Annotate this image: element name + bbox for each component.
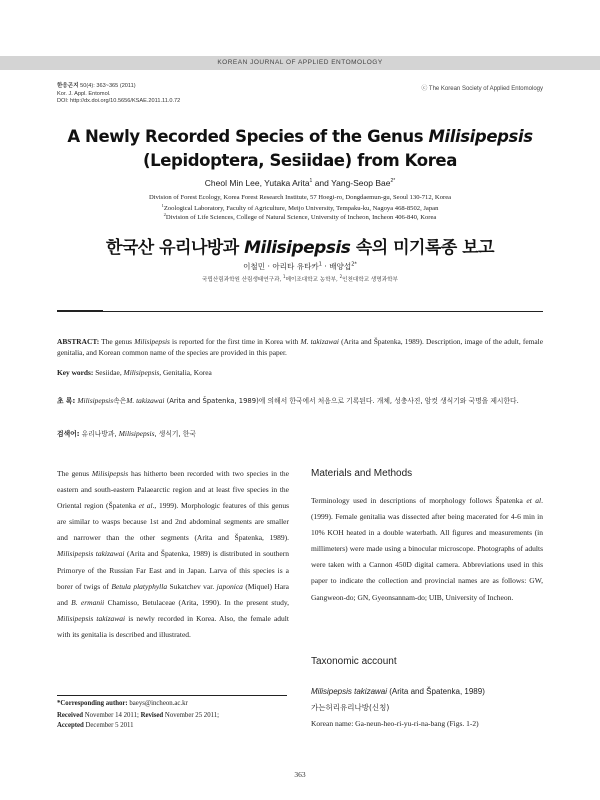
affiliation-2-sup: 2 (163, 212, 166, 217)
revised-date: November 25 2011; (163, 712, 220, 719)
korean-authors-a: 이철민 · 아리타 유타카 (243, 262, 319, 271)
korean-keywords-t1: 유리나방과, (79, 430, 119, 438)
affiliation-2 (0, 212, 600, 221)
affiliation-1-text: Zoological Laboratory, Faculty of Agriculture, Meijo University, Tempaku-ku, Nagoya 468-8502, Japan (163, 205, 439, 213)
accepted (57, 721, 134, 732)
korean-authors-b: · 배양섭 (321, 262, 352, 271)
corr-email: baeys@incheon.ac.kr (127, 700, 188, 707)
intro-t1: The genus (57, 469, 92, 478)
korean-abstract-i2: M. takizawai (126, 396, 165, 405)
copyright-society: ⓒ The Korean Society of Applied Entomology (421, 86, 543, 92)
korean-abstract-t1: 속은 (113, 397, 127, 405)
received-label: Received (57, 712, 84, 719)
author-list (0, 178, 600, 188)
intro-paragraph (57, 466, 289, 643)
abstract-label: ABSTRACT: (57, 337, 100, 346)
korean-abstract-label: 초 록: (57, 397, 76, 405)
received-revised (57, 711, 219, 722)
citation-line-2: Kor. J. Appl. Entomol. (57, 90, 111, 97)
corr-label: *Corresponding author: (57, 700, 128, 707)
intro-t8: is newly recorded in Korea. Also, the female adult with its genitalia is described and illustrated. (57, 613, 289, 639)
korean-aff-b: 메이조대학교 농학부, (285, 276, 340, 283)
korean-aff-sup1: 1 (283, 274, 286, 279)
affiliation-1 (0, 203, 600, 212)
korean-aff-a: 국립산림과학원 산림생태연구과, (202, 276, 284, 283)
intro-t6: (Miquel) Hara and (57, 581, 290, 607)
received-date: November 14 2011; (83, 712, 141, 719)
intro-t4: (Arita and Špatenka, 1989) is distributed in southern Primorye of the Russian Far East and in Japan. Larva of this species is a borer of twigs of (57, 549, 289, 591)
accepted-date: December 5 2011 (83, 722, 134, 729)
keywords-t2: , Genitalia, Korea (159, 368, 212, 377)
intro-t5: Sukatchev var. (167, 581, 217, 591)
intro-i4: Betula platyphylla (111, 581, 168, 591)
affiliation-0: Division of Forest Ecology, Korea Forest Research Institute, 57 Hoegi-ro, Dongdaemun-gu, Seoul 130-712, Korea (148, 194, 452, 201)
title-genus: Milisipepsis (428, 127, 533, 146)
korean-abstract-t2: (Arita and Špatenka, 1989)에 의해서 한국에서 처음으로 기록된다. 개체, 성충사진, 암컷 생식기와 국명을 제시한다. (164, 397, 519, 405)
korean-title-b: 속의 미기록종 보고 (350, 238, 495, 258)
page-number: 363 (294, 770, 306, 779)
intro-i6: B. ermanii (71, 597, 105, 607)
korean-authors-sup1: 1 (318, 261, 322, 268)
korean-title-genus: Milisipepsis (244, 238, 351, 258)
keywords-t1: Sesiidae, (93, 368, 124, 377)
species-korean-name: 가는허리유리나방(신칭) (311, 703, 390, 712)
corresponding-author (57, 699, 188, 710)
korean-authors-sup2-num: 2 (351, 261, 355, 268)
korean-aff-sup2: 2 (339, 274, 343, 279)
journal-name: KOREAN JOURNAL OF APPLIED ENTOMOLOGY (217, 59, 383, 66)
korean-authors-sup2 (351, 261, 357, 267)
abstract-t1: The genus (99, 337, 135, 346)
korean-authors-star: * (354, 261, 357, 268)
korean-keywords (57, 428, 543, 440)
keywords-label: Key words: (57, 368, 94, 377)
citation-meta (57, 83, 180, 106)
species-name: Milisipepsis takizawai (311, 687, 388, 696)
korean-authors (0, 261, 600, 272)
korean-abstract (57, 395, 543, 408)
paper-title-line-1 (40, 127, 560, 146)
keywords-i1: Milisipepsis (123, 368, 160, 377)
abstract-t2: is reported for the first time in Korea with (169, 337, 301, 346)
author-sup-2 (390, 178, 395, 184)
intro-i7: Milisipepsis takizawai (57, 613, 126, 623)
korean-title (0, 233, 600, 258)
affiliation-1-sup: 1 (161, 203, 164, 208)
korean-keywords-label: 검색어: (57, 430, 80, 438)
methods-i1: et al (526, 496, 542, 505)
journal-header-bar (0, 56, 600, 70)
heading-materials-methods: Materials and Methods (311, 468, 413, 479)
intro-t2: has hitherto been recorded with two species in the eastern and south-eastern Palaearctic region and at least five species in the Oriental region (Špatenka (57, 469, 289, 511)
intro-i3: Milisipepsis takizawai (57, 549, 125, 559)
citation-line-1 (57, 83, 180, 91)
abstract-t3: (Arita and Špatenka, 1989). Description, image of the adult, female genitalia, and Korean common name of the species are provided in this paper. (57, 337, 543, 357)
species-authority: (Arita and Špatenka, 1989) (387, 687, 485, 696)
author-1-2: Cheol Min Lee, Yutaka Arita (204, 178, 310, 188)
intro-i2: et al (138, 501, 153, 511)
accepted-label: Accepted (57, 722, 84, 729)
methods-t2: . (1999). Female genitalia was dissected after being macerated for 4-6 min in 10% KOH heated in a double waterbath. All figures and measurements (in millimeters) were made using a binocular microscope. Photographs of adults were taken with a Cannon 450D digital camera. Abbreviations used in this paper to indicate the collection and provincial names are as follows: GW, Gangweon-do; GN, Gyeonsannam-do; UIB, University of Incheon. (311, 496, 543, 602)
korean-title-a: 한국산 유리나방과 (105, 238, 245, 258)
heading-taxonomic-account: Taxonomic account (311, 656, 397, 667)
author-sup-2-num: 2 (390, 178, 394, 185)
title-prefix: A Newly Recorded Species of the Genus (67, 127, 429, 146)
species-romanized-name: Korean name: Ga-neun-heo-ri-yu-ri-na-bang (Figs. 1-2) (311, 719, 479, 728)
methods-t1: Terminology used in descriptions of morphology follows Špatenka (311, 496, 527, 505)
corresponding-star: * (393, 178, 396, 185)
intro-i5: japonica (216, 581, 243, 591)
intro-t3: ., 1999). Morphologic features of this genus are similar to wasps because 1st and 2nd abdominal segments are smaller and narrower than the other segments (Arita and Špatenka, 1989). (57, 501, 289, 543)
korean-keywords-t2: , 생식기, 한국 (154, 430, 196, 438)
paper-title-line-2: (Lepidoptera, Sesiidae) from Korea (143, 151, 457, 170)
doi-line: DOI: http://dx.doi.org/10.5656/KSAE.2011.11.0.72 (57, 98, 181, 104)
korean-affiliations (0, 274, 600, 283)
volume-pages: 50(4): 363~365 (2011) (78, 83, 136, 89)
author-3: and Yang-Seop Bae (312, 178, 391, 188)
intro-t7: Chamisso, Betulaceae (Arita, 1990). In the present study, (104, 597, 289, 607)
section-divider-thin (57, 311, 543, 312)
abstract (57, 336, 543, 358)
korean-abstract-i1: Milisipepsis (77, 396, 114, 405)
abstract-i1: Milisipepsis (134, 337, 170, 346)
keywords (57, 367, 543, 378)
author-sup-1: 1 (309, 178, 313, 185)
footnote-divider (57, 695, 287, 696)
species-heading (311, 684, 543, 700)
korean-keywords-i1: Milisipepsis (118, 429, 155, 438)
journal-abbrev-korean: 한응곤지 (57, 83, 79, 89)
revised-label: Revised (140, 712, 164, 719)
affiliation-2-text: Division of Life Sciences, College of Natural Science, University of Incheon, Incheon 406-840, Korea (165, 214, 437, 222)
abstract-i2: M. takizawai (300, 337, 339, 346)
korean-aff-c: 인천대학교 생명과학부 (342, 276, 398, 283)
methods-paragraph (311, 493, 543, 606)
intro-i1: Milisipepsis (91, 469, 129, 478)
